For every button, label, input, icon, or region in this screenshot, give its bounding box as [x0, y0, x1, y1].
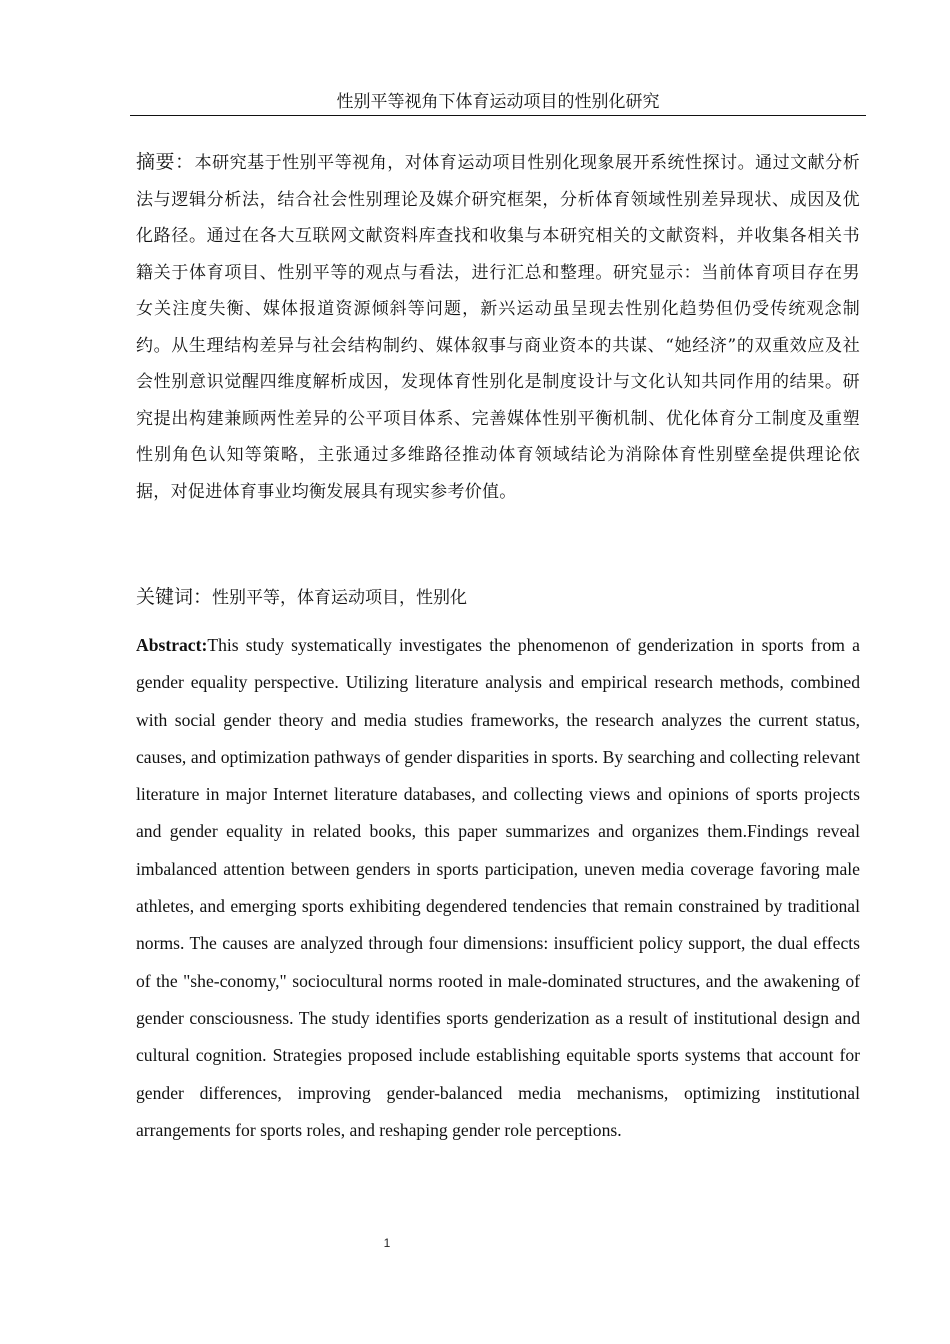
chinese-keywords-text: 性别平等，体育运动项目，性别化	[212, 588, 468, 608]
page-number: 1	[383, 1236, 391, 1250]
english-abstract-text: This study systematically investigates the phenomenon of genderization in sports from a gender equality perspective. Utilizing literature analysis and empirical research methods, combined with social gender theory and media studies frameworks, the research analyzes the current status, causes, and optimization pathways of gender disparities in sports. By searching and collecting relevant literature in major Internet literature databases, and collecting views and opinions of sports projects and gender equality in related books, this paper summarizes and organizes them.Findings reveal imbalanced attention between genders in sports participation, uneven media coverage favoring male athletes, and emerging sports exhibiting degendered tendencies that remain constrained by traditional norms. The causes are analyzed through four dimensions: insufficient policy support, the dual effects of the "she-conomy," sociocultural norms rooted in male-dominated structures, and the awakening of gender consciousness. The study identifies sports genderization as a result of institutional design and cultural cognition. Strategies proposed include establishing equitable sports systems that account for gender differences, improving gender-balanced media mechanisms, optimizing institutional arrangements for sports roles, and reshaping gender role perceptions.	[136, 635, 860, 1140]
running-header: 性别平等视角下体育运动项目的性别化研究	[336, 92, 660, 112]
english-abstract	[136, 627, 860, 1149]
header-rule	[130, 115, 866, 116]
chinese-abstract-text: 本研究基于性别平等视角，对体育运动项目性别化现象展开系统性探讨。通过文献分析法与逻辑分析法，结合社会性别理论及媒介研究框架，分析体育领域性别差异现状、成因及优化路径。通过在各大互联网文献资料库查找和收集与本研究相关的文献资料，并收集各相关书籍关于体育项目、性别平等的观点与看法，进行汇总和整理。研究显示：当前体育项目存在男女关注度失衡、媒体报道资源倾斜等问题，新兴运动虽呈现去性别化趋势但仍受传统观念制约。从生理结构差异与社会结构制约、媒体叙事与商业资本的共谋、“她经济”的双重效应及社会性别意识觉醒四维度解析成因，发现体育性别化是制度设计与文化认知共同作用的结果。研究提出构建兼顾两性差异的公平项目体系、完善媒体性别平衡机制、优化体育分工制度及重塑性别角色认知等策略，主张通过多维路径推动体育领域结论为消除体育性别壁垒提供理论依据，对促进体育事业均衡发展具有现实参考价值。	[136, 153, 860, 502]
chinese-keywords-label: 关键词：	[136, 586, 213, 608]
english-abstract-label: Abstract:	[136, 635, 208, 655]
chinese-abstract	[136, 144, 860, 510]
chinese-keywords	[136, 581, 860, 614]
chinese-abstract-label: 摘要：	[136, 151, 195, 173]
